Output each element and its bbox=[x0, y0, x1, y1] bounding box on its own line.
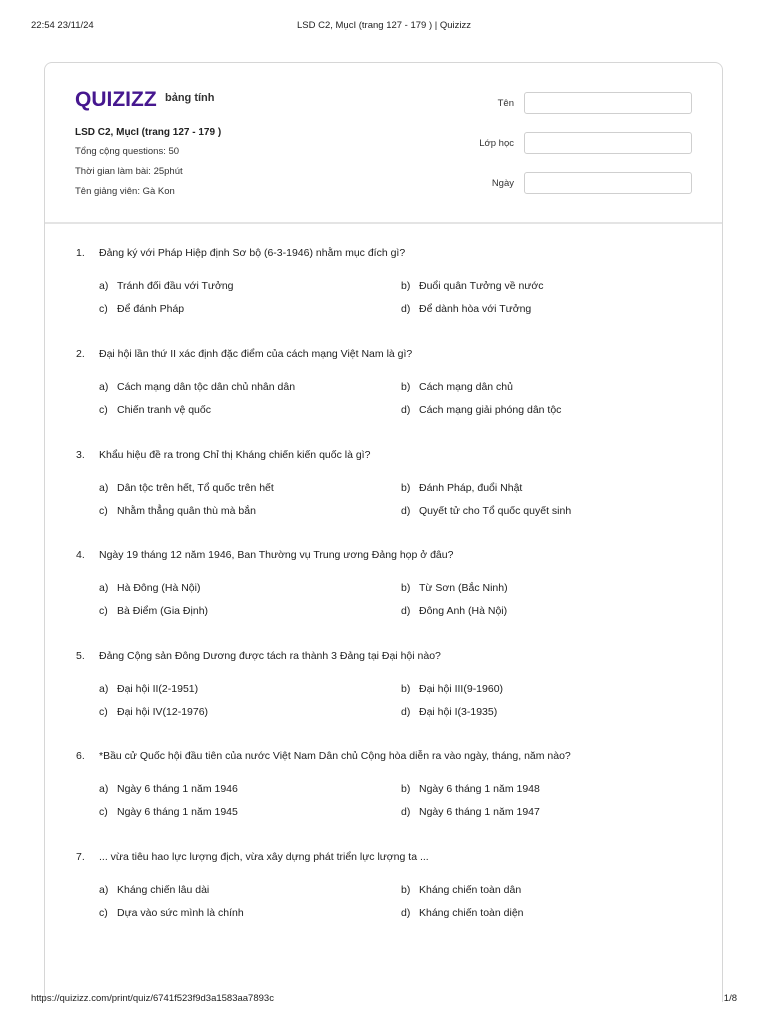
option-text: Đại hội I(3-1935) bbox=[419, 706, 498, 718]
teacher-name: Tên giảng viên: Gà Kon bbox=[75, 186, 175, 197]
question-number: 2. bbox=[76, 348, 85, 360]
option-b bbox=[401, 280, 544, 292]
option-letter: c) bbox=[99, 303, 108, 315]
option-letter: b) bbox=[401, 482, 411, 494]
option-text: Chiến tranh vệ quốc bbox=[117, 404, 211, 416]
option-text: Kháng chiến toàn dân bbox=[419, 884, 522, 896]
name-label: Tên bbox=[497, 98, 514, 109]
option-letter: a) bbox=[99, 381, 109, 393]
question-number: 5. bbox=[76, 650, 85, 662]
class-input[interactable] bbox=[524, 132, 692, 154]
logo-subtitle: bảng tính bbox=[165, 92, 215, 104]
option-a bbox=[99, 381, 295, 393]
option-letter: d) bbox=[401, 605, 411, 617]
question-item bbox=[45, 524, 722, 617]
question-number: 1. bbox=[76, 247, 85, 259]
option-d bbox=[401, 404, 561, 416]
option-d bbox=[401, 907, 524, 919]
option-text: Ngày 6 tháng 1 năm 1947 bbox=[419, 806, 540, 818]
print-timestamp: 22:54 23/11/24 bbox=[31, 20, 94, 31]
option-letter: c) bbox=[99, 505, 108, 517]
option-text: Đại hội IV(12-1976) bbox=[117, 706, 209, 718]
question-number: 4. bbox=[76, 549, 85, 561]
option-a bbox=[99, 683, 198, 695]
option-letter: a) bbox=[99, 683, 109, 695]
question-text: Đại hội lần thứ II xác định đặc điểm của cách mạng Việt Nam là gì? bbox=[99, 348, 413, 360]
option-text: Dân tộc trên hết, Tổ quốc trên hết bbox=[117, 482, 274, 494]
question-item bbox=[45, 323, 722, 416]
question-text: Ngày 19 tháng 12 năm 1946, Ban Thường vụ Trung ương Đảng họp ở đâu? bbox=[99, 549, 454, 561]
option-b bbox=[401, 582, 508, 594]
option-c bbox=[99, 303, 184, 315]
option-text: Tránh đối đầu với Tưởng bbox=[117, 280, 234, 292]
option-letter: c) bbox=[99, 806, 108, 818]
option-letter: a) bbox=[99, 582, 109, 594]
option-text: Dựa vào sức mình là chính bbox=[117, 907, 244, 919]
option-text: Đuổi quân Tưởng về nước bbox=[419, 280, 544, 292]
option-b bbox=[401, 783, 540, 795]
print-footer bbox=[0, 993, 768, 1007]
print-page-title: LSD C2, MụcI (trang 127 - 179 ) | Quizizz bbox=[296, 20, 472, 31]
option-letter: d) bbox=[401, 505, 411, 517]
option-letter: d) bbox=[401, 404, 411, 416]
option-text: Đại hội II(2-1951) bbox=[117, 683, 199, 695]
page-number: 1/8 bbox=[723, 993, 737, 1004]
option-letter: a) bbox=[99, 280, 109, 292]
option-b bbox=[401, 381, 513, 393]
option-letter: c) bbox=[99, 404, 108, 416]
option-letter: d) bbox=[401, 303, 411, 315]
print-header bbox=[0, 20, 768, 34]
option-a bbox=[99, 582, 200, 594]
worksheet-header bbox=[45, 63, 722, 224]
option-a bbox=[99, 280, 234, 292]
question-item bbox=[45, 725, 722, 818]
option-a bbox=[99, 783, 238, 795]
option-b bbox=[401, 884, 521, 896]
option-letter: a) bbox=[99, 482, 109, 494]
option-c bbox=[99, 806, 238, 818]
option-c bbox=[99, 605, 208, 617]
worksheet-card bbox=[44, 62, 723, 1002]
option-a bbox=[99, 884, 209, 896]
option-text: Hà Đông (Hà Nội) bbox=[117, 582, 201, 594]
date-input[interactable] bbox=[524, 172, 692, 194]
option-text: Cách mạng dân chủ bbox=[419, 381, 513, 393]
option-letter: c) bbox=[99, 605, 108, 617]
option-letter: b) bbox=[401, 683, 411, 695]
question-text: Đảng ký với Pháp Hiệp định Sơ bộ (6-3-1946) nhằm mục đích gì? bbox=[99, 247, 406, 259]
question-item bbox=[45, 826, 722, 919]
option-text: Ngày 6 tháng 1 năm 1945 bbox=[117, 806, 238, 818]
option-letter: a) bbox=[99, 884, 109, 896]
option-c bbox=[99, 404, 211, 416]
option-text: Ngày 6 tháng 1 năm 1948 bbox=[419, 783, 540, 795]
option-b bbox=[401, 683, 503, 695]
quizizz-logo bbox=[75, 85, 159, 111]
option-d bbox=[401, 806, 540, 818]
option-text: Từ Sơn (Bắc Ninh) bbox=[419, 582, 508, 594]
name-input[interactable] bbox=[524, 92, 692, 114]
option-letter: c) bbox=[99, 706, 108, 718]
option-text: Đại hội III(9-1960) bbox=[419, 683, 504, 695]
option-b bbox=[401, 482, 522, 494]
option-d bbox=[401, 505, 571, 517]
option-c bbox=[99, 706, 208, 718]
option-letter: b) bbox=[401, 582, 411, 594]
option-letter: d) bbox=[401, 806, 411, 818]
question-item bbox=[45, 424, 722, 517]
total-questions: Tổng cộng questions: 50 bbox=[75, 146, 180, 157]
option-text: Kháng chiến lâu dài bbox=[117, 884, 210, 896]
option-text: Đánh Pháp, đuổi Nhật bbox=[419, 482, 523, 494]
option-text: Cách mạng giải phóng dân tộc bbox=[419, 404, 562, 416]
option-letter: b) bbox=[401, 884, 411, 896]
option-letter: b) bbox=[401, 783, 411, 795]
option-letter: d) bbox=[401, 706, 411, 718]
quiz-title: LSD C2, MụcI (trang 127 - 179 ) bbox=[75, 127, 222, 138]
question-text: ... vừa tiêu hao lực lượng địch, vừa xây dựng phát triển lực lượng ta ... bbox=[99, 851, 429, 863]
option-text: Cách mạng dân tộc dân chủ nhân dân bbox=[117, 381, 296, 393]
option-letter: b) bbox=[401, 381, 411, 393]
class-label: Lớp học bbox=[479, 138, 514, 149]
option-text: Kháng chiến toàn diện bbox=[419, 907, 524, 919]
question-item bbox=[45, 625, 722, 718]
option-text: Ngày 6 tháng 1 năm 1946 bbox=[117, 783, 238, 795]
question-number: 7. bbox=[76, 851, 85, 863]
option-text: Đông Anh (Hà Nội) bbox=[419, 605, 508, 617]
option-c bbox=[99, 907, 244, 919]
option-letter: c) bbox=[99, 907, 108, 919]
question-text: *Bầu cử Quốc hội đầu tiên của nước Việt Nam Dân chủ Cộng hòa diễn ra vào ngày, tháng, năm nào? bbox=[99, 750, 571, 762]
question-item bbox=[45, 222, 722, 315]
option-text: Để đánh Pháp bbox=[117, 303, 185, 315]
option-a bbox=[99, 482, 274, 494]
option-letter: d) bbox=[401, 907, 411, 919]
option-text: Quyết tử cho Tổ quốc quyết sinh bbox=[419, 505, 572, 517]
time-limit: Thời gian làm bài: 25phút bbox=[75, 166, 183, 177]
option-text: Nhằm thẳng quân thù mà bắn bbox=[117, 505, 256, 517]
option-d bbox=[401, 706, 497, 718]
option-c bbox=[99, 505, 256, 517]
option-text: Để dành hòa với Tưởng bbox=[419, 303, 532, 315]
option-letter: a) bbox=[99, 783, 109, 795]
date-label: Ngày bbox=[491, 178, 514, 189]
option-text: Bà Điểm (Gia Định) bbox=[117, 605, 209, 617]
question-text: Đảng Cộng sản Đông Dương được tách ra thành 3 Đảng tại Đại hội nào? bbox=[99, 650, 441, 662]
question-text: Khẩu hiệu đề ra trong Chỉ thị Kháng chiến kiến quốc là gì? bbox=[99, 449, 371, 461]
option-d bbox=[401, 303, 531, 315]
question-number: 6. bbox=[76, 750, 85, 762]
question-number: 3. bbox=[76, 449, 85, 461]
logo-wordmark: QUIZIZZ bbox=[75, 88, 157, 111]
option-letter: b) bbox=[401, 280, 411, 292]
print-url: https://quizizz.com/print/quiz/6741f523f9d3a1583aa7893c bbox=[31, 993, 274, 1004]
option-d bbox=[401, 605, 507, 617]
